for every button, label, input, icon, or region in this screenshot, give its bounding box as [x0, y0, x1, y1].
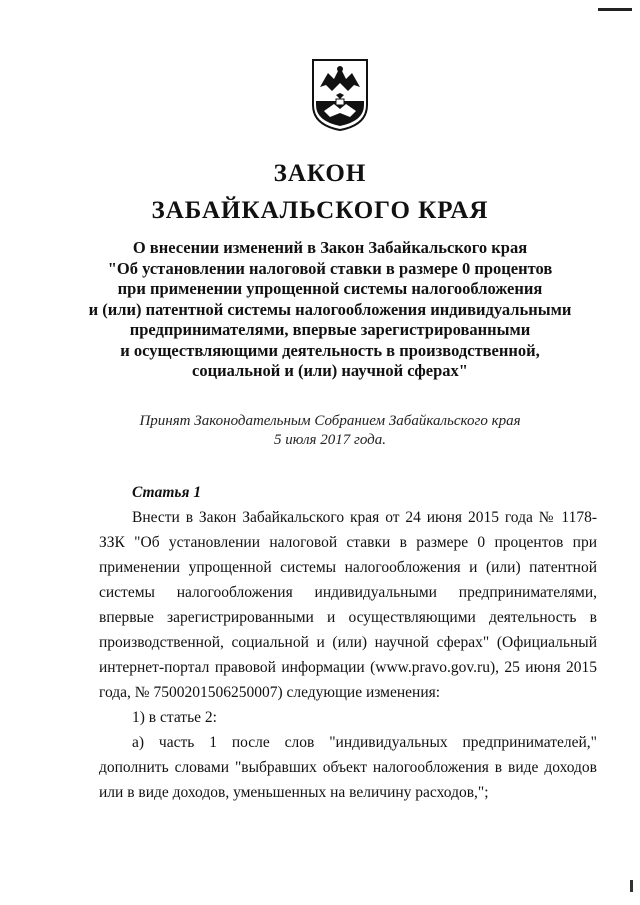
coat-of-arms-icon — [310, 57, 370, 132]
subtitle-line: и (или) патентной системы налогообложения индивидуальными — [88, 299, 572, 319]
adoption-body: Принят Законодательным Собранием Забайкальского края — [139, 413, 521, 429]
subtitle-line: и осуществляющими деятельность в производственной, — [120, 340, 540, 360]
law-title: ЗАКОН — [273, 160, 367, 187]
adoption-note — [60, 412, 600, 450]
subtitle-line: при применении упрощенной системы налогообложения — [117, 279, 543, 298]
article-paragraph: а) часть 1 после слов "индивидуальных предпринимателей," дополнить словами "выбравших объект налогообложения в виде доходов или в виде доходов, уменьшенных на величину расходов,"; — [99, 734, 597, 801]
article-body — [99, 505, 597, 805]
subtitle-line: предпринимателями, впервые зарегистрированными — [129, 320, 531, 339]
article-paragraph: Внести в Закон Забайкальского края от 24 июня 2015 года № 1178-ЗЗК "Об установлении налоговой ставки в размере 0 процентов при применении упрощенной системы налогообложения и (или) патентной системы налогообложения индивидуальными предпринимателями, впервые зарегистрированными и осуществляющими деятельность в производственной, социальной и (или) научной сферах" (Официальный интернет-портал правовой информации (www.pravo.gov.ru), 25 июня 2015 года, № 7500201506250007) следующие изменения: — [99, 509, 597, 701]
article-paragraph: 1) в статье 2: — [132, 709, 217, 726]
subtitle-line: социальной и (или) научной сферах" — [192, 361, 468, 380]
law-subtitle — [60, 238, 600, 382]
law-region: ЗАБАЙКАЛЬСКОГО КРАЯ — [151, 197, 489, 224]
article-heading: Статья 1 — [132, 484, 202, 501]
subtitle-line: О внесении изменений в Закон Забайкальского края — [132, 238, 528, 257]
adoption-date: 5 июля 2017 года. — [274, 432, 386, 448]
subtitle-line: "Об установлении налоговой ставки в размере 0 процентов — [107, 258, 553, 278]
page-mark — [630, 880, 633, 892]
corner-mark — [598, 8, 632, 11]
